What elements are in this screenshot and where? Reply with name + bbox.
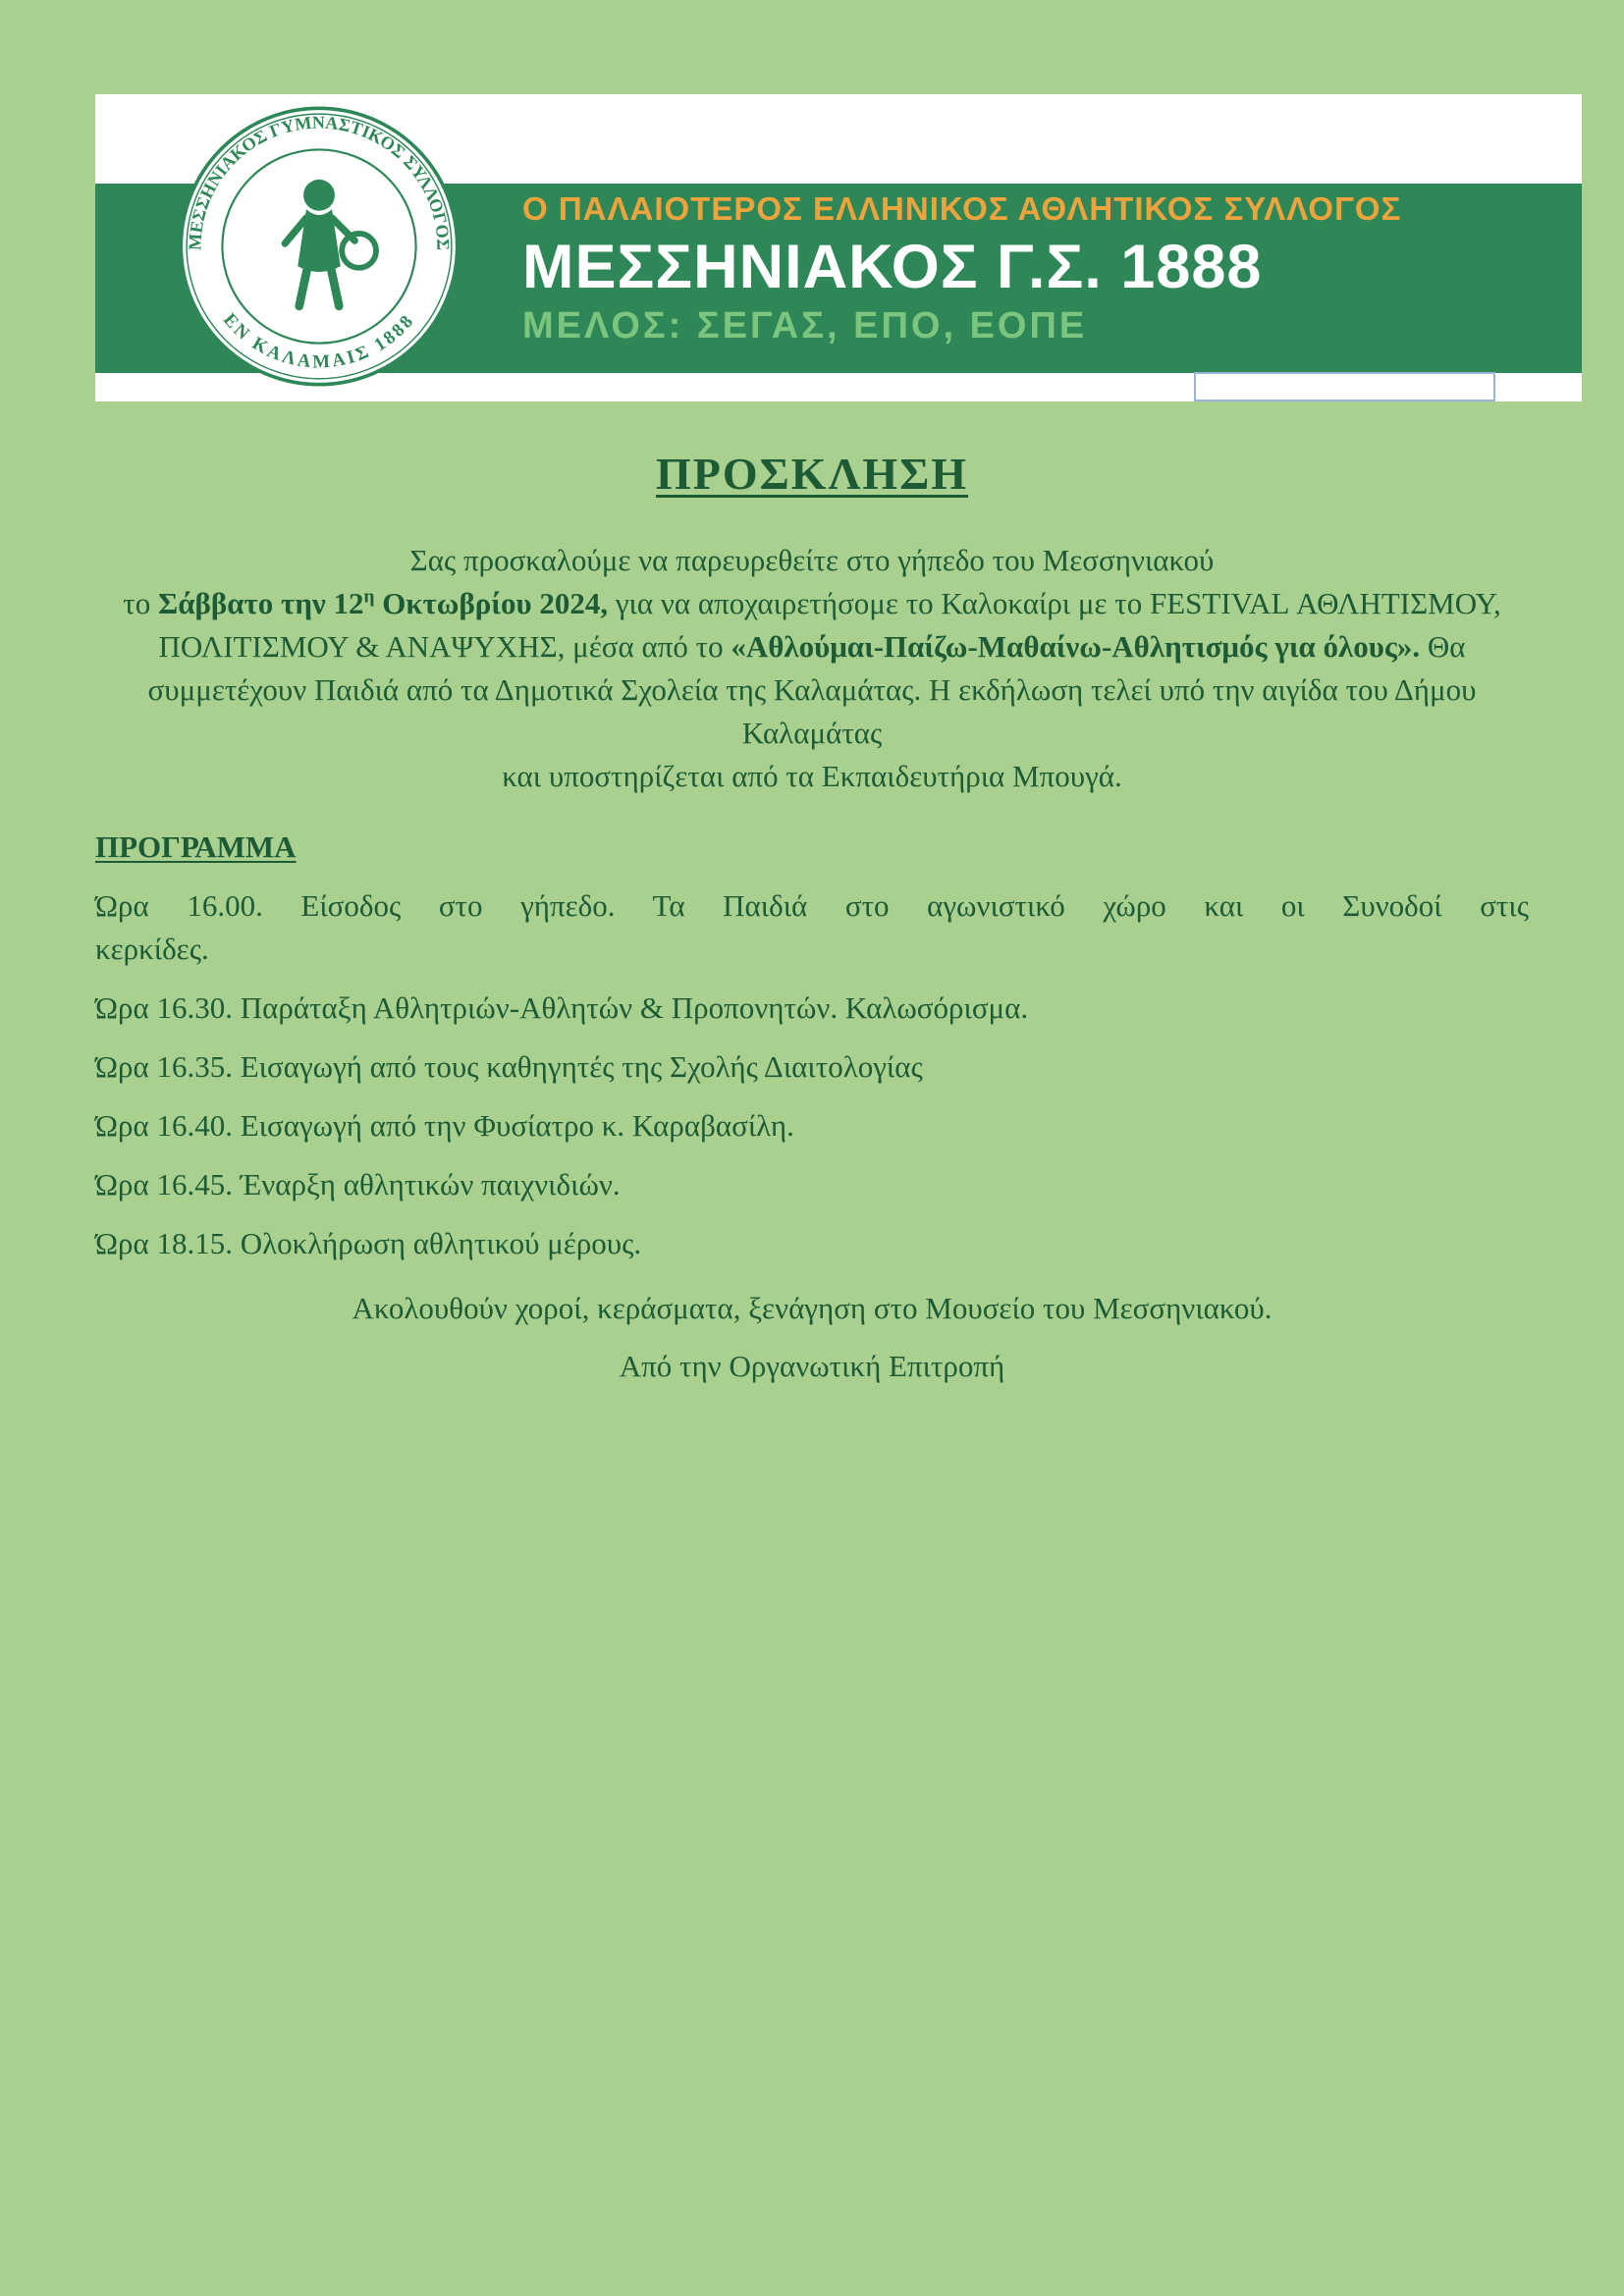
intro-paragraph: [95, 539, 1529, 798]
banner-tagline: Ο ΠΑΛΑΙΟΤΕΡΟΣ ΕΛΛΗΝΙΚΟΣ ΑΘΛΗΤΙΚΟΣ ΣΥΛΛΟΓΟΣ: [522, 190, 1402, 227]
program-item-1645: Ώρα 16.45. Έναρξη αθλητικών παιχνιδιών.: [95, 1167, 621, 1201]
event-motto: «Αθλούμαι-Παίζω-Μαθαίνω-Αθλητισμός για όλους».: [731, 629, 1421, 664]
program-item-1600: [95, 884, 1529, 971]
intro-pre-date: το: [123, 586, 158, 620]
intro-line1: Σας προσκαλούμε να παρευρεθείτε στο γήπεδο του Μεσσηνιακού: [409, 543, 1215, 577]
intro-seg3: Θα συμμετέχουν Παιδιά από τα Δημοτικά Σχολεία της Καλαμάτας. Η εκδήλωση τελεί υπό την αιγίδα του Δήμου Καλαμάτας: [147, 629, 1477, 750]
document-body: [95, 401, 1529, 1388]
logo-ring-text-bottom: ΕΝ ΚΑΛΑΜΑΙΣ 1888: [219, 309, 419, 373]
program-item-1600-line1: Ώρα 16.00. Είσοδος στο γήπεδο. Τα Παιδιά στο αγωνιστικό χώρο και οι Συνοδοί στις: [95, 888, 1529, 923]
signature-line: Από την Οργανωτική Επιτροπή: [619, 1349, 1005, 1383]
intro-seg4: και υποστηρίζεται από τα Εκπαιδευτήρια Μπουγά.: [502, 759, 1122, 793]
club-banner: [95, 94, 1582, 401]
club-name: ΜΕΣΣΗΝΙΑΚΟΣ Γ.Σ. 1888: [522, 232, 1263, 301]
program-item-1600-line2: κερκίδες.: [95, 932, 209, 966]
program-item-1630: Ώρα 16.30. Παράταξη Αθλητριών-Αθλητών & Προπονητών. Καλωσόρισμα.: [95, 990, 1029, 1025]
date-ordinal-superscript: η: [363, 586, 375, 608]
logo-ring-text-top: ΜΕΣΣΗΝΙΑΚΟΣ ΓΥΜΝΑΣΤΙΚΟΣ ΣΥΛΛΟΓΟΣ: [185, 112, 454, 251]
banner-text-block: [522, 189, 1401, 348]
closing-note: Ακολουθούν χοροί, κεράσματα, ξενάγηση στο Μουσείο του Μεσσηνιακού.: [352, 1291, 1272, 1325]
club-logo: [177, 104, 461, 389]
banner-membership: ΜΕΛΟΣ: ΣΕΓΑΣ, ΕΠΟ, ΕΟΠΕ: [522, 305, 1088, 347]
program-item-1635: Ώρα 16.35. Εισαγωγή από τους καθηγητές της Σχολής Διαιτολογίας: [95, 1049, 923, 1084]
intro-seg2: για να αποχαιρετήσομε το Καλοκαίρι με το FESTIVAL ΑΘΛΗΤΙΣΜΟΥ, ΠΟΛΙΤΙΣΜΟΥ & ΑΝΑΨΥΧΗΣ, μέσα από το: [158, 586, 1501, 664]
program-item-1815: Ώρα 18.15. Ολοκλήρωση αθλητικού μέρους.: [95, 1226, 642, 1260]
program-item-1640: Ώρα 16.40. Εισαγωγή από την Φυσίατρο κ. Καραβασίλη.: [95, 1108, 794, 1143]
event-date: Σάββατο την $12^\eta$ Οκτωβρίου 2024,: [157, 586, 609, 620]
banner-footer-box: [1194, 372, 1495, 401]
program-heading: ΠΡΟΓΡΑΜΜΑ: [95, 829, 297, 864]
invitation-title: ΠΡΟΣΚΛΗΣΗ: [655, 449, 969, 499]
